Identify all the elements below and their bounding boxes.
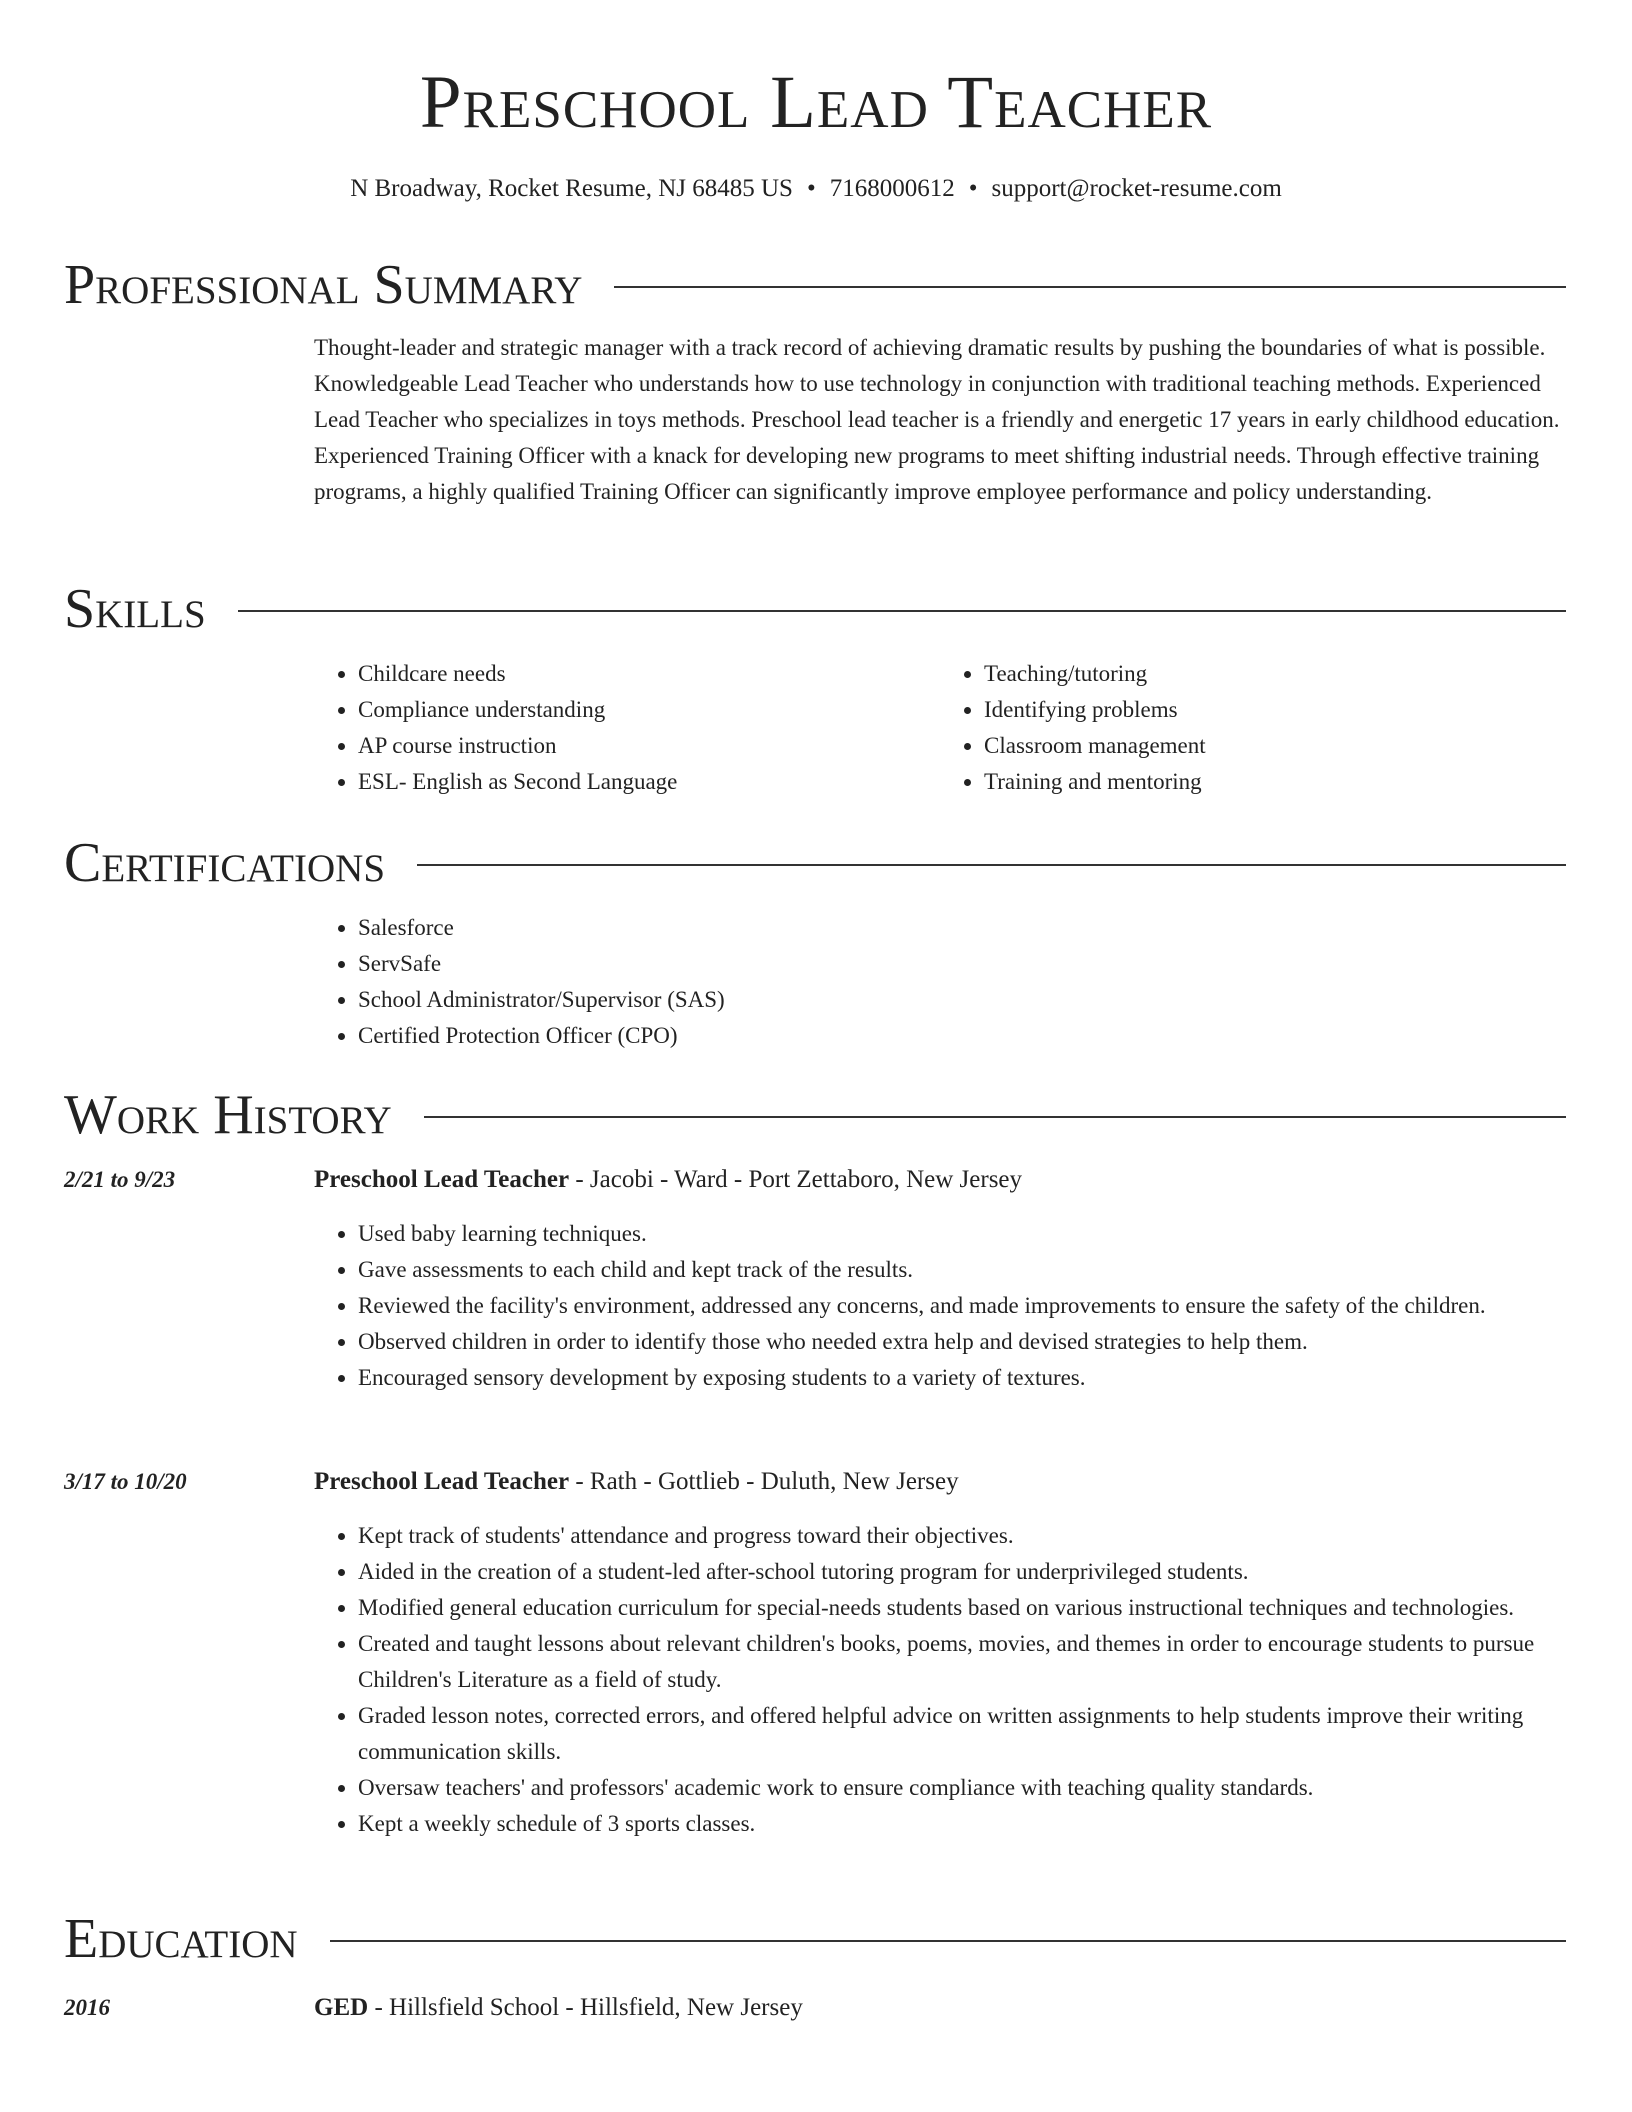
certifications-section [64, 828, 1566, 1068]
job-duty: • Created and taught lessons about relevant children's books, poems, movies, and themes in order to encourage students to pursue Children's Literature as a field of study. [358, 1626, 1566, 1698]
certification-item: • ServSafe [358, 946, 1566, 982]
job-employer-location: - Jacobi - Ward - Port Zettaboro, New Jersey [569, 1166, 1023, 1193]
section-header [64, 574, 1566, 644]
job-duties [314, 1518, 1566, 1842]
job-duty: • Oversaw teachers' and professors' academic work to ensure compliance with teaching quality standards. [358, 1770, 1566, 1806]
certification-item: • Certified Protection Officer (CPO) [358, 1018, 1566, 1054]
contact-address: N Broadway, Rocket Resume, NJ 68485 US [350, 175, 793, 202]
section-divider [424, 1116, 1566, 1118]
job-duty: • Kept a weekly schedule of 3 sports classes. [358, 1806, 1566, 1842]
skill-item: • Classroom management [984, 728, 1566, 764]
job-duty: • Kept track of students' attendance and progress toward their objectives. [358, 1518, 1566, 1554]
section-header [64, 250, 1566, 320]
section-divider [417, 864, 1566, 866]
skill-item: • ESL- English as Second Language [358, 764, 940, 800]
education-heading [314, 1990, 803, 2026]
education-year: 2016 [64, 1995, 110, 2020]
skill-item: • Training and mentoring [984, 764, 1566, 800]
summary-section [64, 250, 1566, 550]
job-heading [314, 1162, 1022, 1198]
education-school-location: - Hillsfield School - Hillsfield, New Jersey [368, 1994, 803, 2021]
contact-line [0, 172, 1632, 206]
skills-columns [314, 656, 1566, 800]
summary-text: Thought-leader and strategic manager with a track record of achieving dramatic results by pushing the boundaries of what is possible. Knowledgeable Lead Teacher who understands how to use technology in conjunction with traditional teaching methods. Experienced Lead Teacher who specializes in toys methods. Preschool lead teacher is a friendly and energetic 17 years in early childhood education. Experienced Training Officer with a knack for developing new programs to meet shifting industrial needs. Through effective training programs, a highly qualified Training Officer can significantly improve employee performance and policy understanding. [314, 335, 1560, 504]
section-title-work-history: Work History [64, 1084, 392, 1146]
job-dates: 2/21 to 9/23 [64, 1167, 176, 1192]
education-section [64, 1904, 1566, 2044]
contact-separator: • [968, 175, 978, 202]
job-entry [64, 1464, 1566, 1884]
contact-email: support@rocket-resume.com [991, 175, 1282, 202]
job-employer-location: - Rath - Gottlieb - Duluth, New Jersey [569, 1468, 959, 1495]
section-divider [614, 286, 1566, 288]
job-entry [64, 1162, 1566, 1442]
section-divider [330, 1940, 1566, 1942]
job-duty: • Graded lesson notes, corrected errors, and offered helpful advice on written assignments to help students improve their writing communication skills. [358, 1698, 1566, 1770]
job-duty: • Gave assessments to each child and kept track of the results. [358, 1252, 1566, 1288]
skill-item: • Childcare needs [358, 656, 940, 692]
section-header [64, 828, 1566, 898]
job-duty: • Used baby learning techniques. [358, 1216, 1566, 1252]
job-duty: • Aided in the creation of a student-led after-school tutoring program for underprivileged students. [358, 1554, 1566, 1590]
job-duty: • Encouraged sensory development by exposing students to a variety of textures. [358, 1360, 1566, 1396]
certifications-list [314, 910, 1566, 1054]
education-entry [64, 1990, 1566, 2030]
contact-phone: 7168000612 [829, 175, 955, 202]
skill-item: • Identifying problems [984, 692, 1566, 728]
skills-list-left [314, 656, 940, 800]
skill-item: • Teaching/tutoring [984, 656, 1566, 692]
contact-separator: • [806, 175, 816, 202]
resume-name: Preschool Lead Teacher [419, 61, 1213, 144]
job-role: Preschool Lead Teacher [314, 1468, 570, 1495]
work-history-section [64, 1080, 1566, 1900]
section-header [64, 1904, 1566, 1974]
job-duty: • Reviewed the facility's environment, addressed any concerns, and made improvements to ensure the safety of the children. [358, 1288, 1566, 1324]
section-header [64, 1080, 1566, 1150]
certification-item: • Salesforce [358, 910, 1566, 946]
skill-item: • Compliance understanding [358, 692, 940, 728]
section-title-certifications: Certifications [64, 832, 386, 894]
section-title-education: Education [64, 1908, 298, 1970]
job-dates: 3/17 to 10/20 [64, 1469, 187, 1494]
job-heading [314, 1464, 959, 1500]
skills-section [64, 574, 1566, 814]
job-duty: • Observed children in order to identify those who needed extra help and devised strategies to help them. [358, 1324, 1566, 1360]
education-degree: GED [314, 1994, 369, 2021]
skill-item: • AP course instruction [358, 728, 940, 764]
job-duties [314, 1216, 1566, 1396]
job-duty: • Modified general education curriculum for special-needs students based on various instructional techniques and technologies. [358, 1590, 1566, 1626]
section-title-skills: Skills [64, 578, 206, 640]
skills-list-right [940, 656, 1566, 800]
section-divider [238, 610, 1566, 612]
job-role: Preschool Lead Teacher [314, 1166, 570, 1193]
section-title-summary: Professional Summary [64, 254, 583, 316]
certification-item: • School Administrator/Supervisor (SAS) [358, 982, 1566, 1018]
